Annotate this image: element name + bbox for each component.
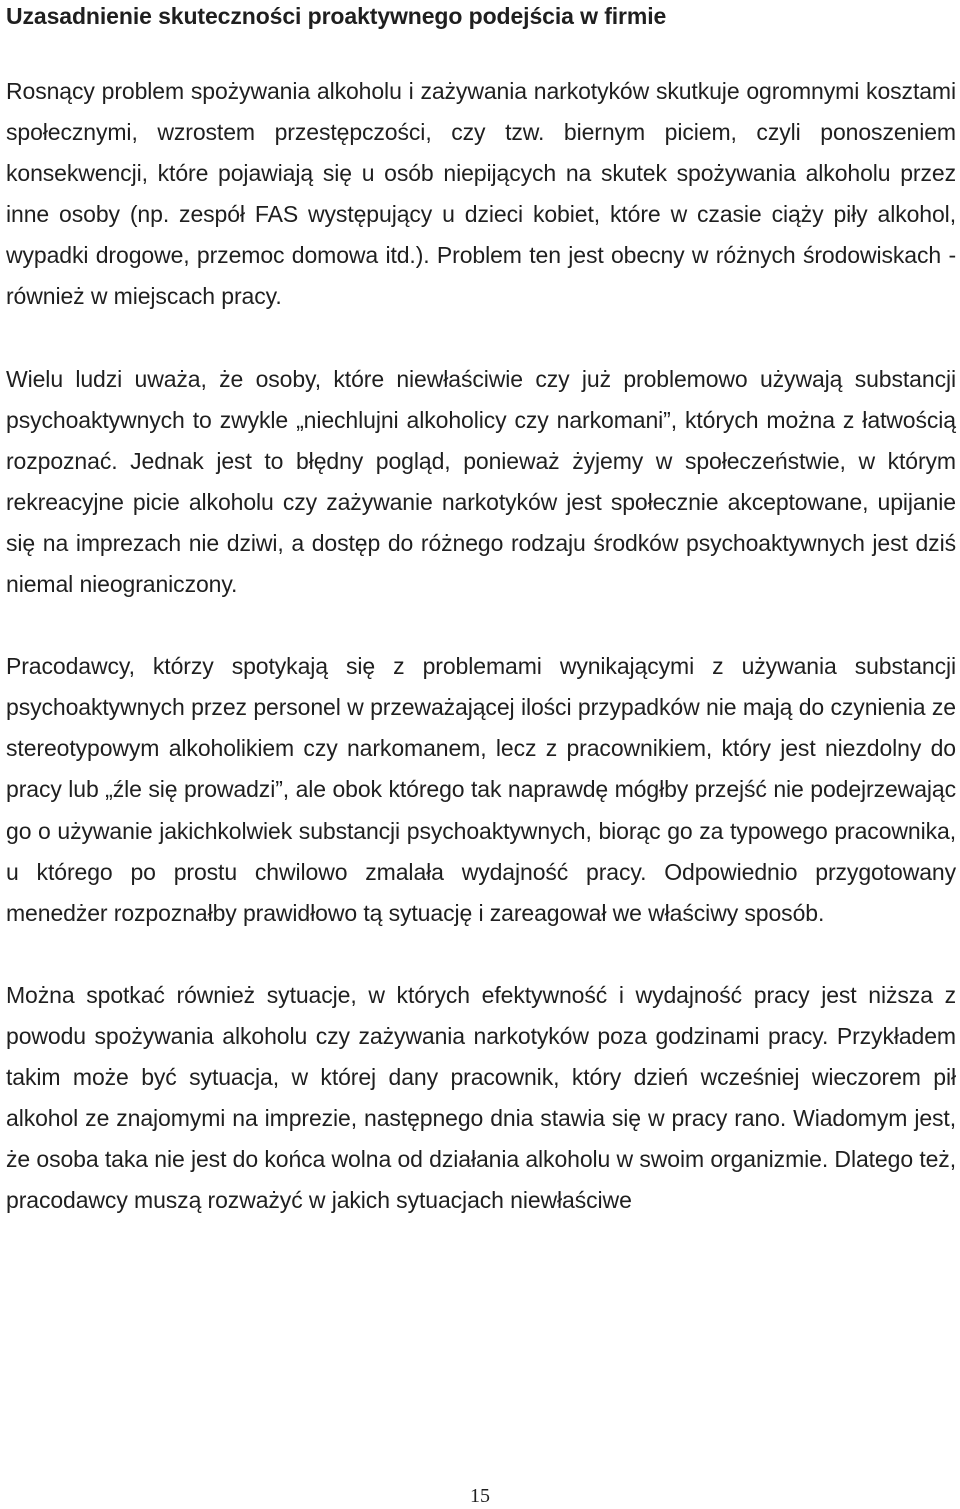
page-number: 15: [470, 1485, 490, 1507]
paragraph-4: Można spotkać również sytuacje, w których efektywność i wydajność pracy jest niższa z powodu spożywania alkoholu czy zażywania narkotyków poza godzinami pracy. Przykładem takim może być sytuacja, w której dany pracownik, który dzień wcześniej wieczorem pił alkohol ze znajomymi na imprezie, następnego dnia stawia się w pracy rano. Wiadomym jest, że osoba taka nie jest do końca wolna od działania alkoholu w swoim organizmie. Dlatego też, pracodawcy muszą rozważyć w jakich sytuacjach niewłaściwe: [6, 981, 956, 1214]
paragraph-3: Pracodawcy, którzy spotykają się z problemami wynikającymi z używania substancji psychoaktywnych przez personel w przeważającej ilości przypadków nie mają do czynienia ze stereotypowym alkoholikiem czy narkomanem, lecz z pracownikiem, który jest niezdolny do pracy lub „źle się prowadzi”, ale obok którego tak naprawdę mógłby przejść nie podejrzewając go o używanie jakichkolwiek substancji psychoaktywnych, biorąc go za typowego pracownika, u którego po prostu chwilowo zmalała wydajność pracy. Odpowiednio przygotowany menedżer rozpoznałby prawidłowo tą sytuację i zareagował we właściwy sposób.: [6, 653, 956, 926]
document-page: [6, 0, 956, 1221]
paragraph-2: Wielu ludzi uważa, że osoby, które niewłaściwie czy już problemowo używają substancji psychoaktywnych to zwykle „niechlujni alkoholicy czy narkomani”, których można z łatwością rozpoznać. Jednak jest to błędny pogląd, ponieważ żyjemy w społeczeństwie, w którym rekreacyjne picie alkoholu czy zażywanie narkotyków jest społecznie akceptowane, upijanie się na imprezach nie dziwi, a dostęp do różnego rodzaju środków psychoaktywnych jest dziś niemal nieograniczony.: [6, 365, 956, 598]
paragraph-1: Rosnący problem spożywania alkoholu i zażywania narkotyków skutkuje ogromnymi kosztami społecznymi, wzrostem przestępczości, czy tzw. biernym piciem, czyli ponoszeniem konsekwencji, które pojawiają się u osób niepijących na skutek spożywania alkoholu przez inne osoby (np. zespół FAS występujący u dzieci kobiet, które w czasie ciąży piły alkohol, wypadki drogowe, przemoc domowa itd.). Problem ten jest obecny w różnych środowiskach - również w miejscach pracy.: [6, 78, 956, 310]
section-heading: Uzasadnienie skuteczności proaktywnego podejścia w firmie: [6, 3, 667, 29]
